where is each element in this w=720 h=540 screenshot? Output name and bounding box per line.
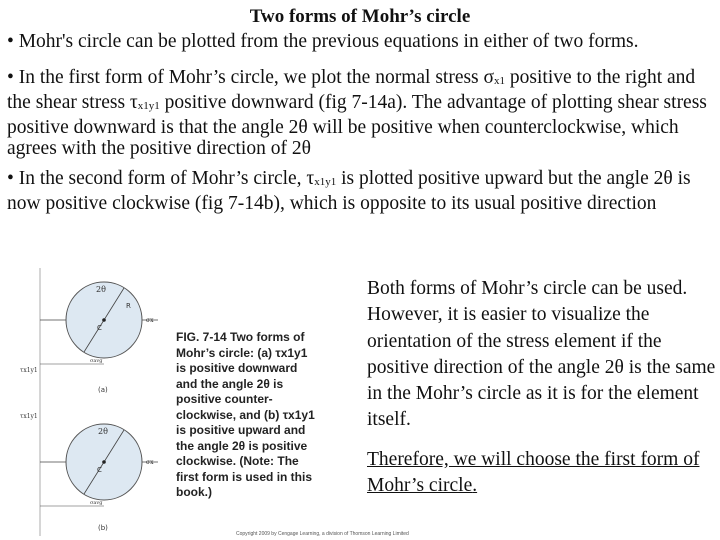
caption-line: positive counter- xyxy=(176,392,273,406)
caption-line: first form is used in this xyxy=(176,469,313,484)
tau-axis-b: τx1y1 xyxy=(20,413,38,420)
slide-title: Two forms of Mohr’s circle xyxy=(249,6,471,27)
caption-line: FIG. 7-14 Two forms of xyxy=(176,330,305,344)
second-form-text-2: is plotted positive upward but the angle 2θ is now positive clockwise (fig 7-14b), which is opposite to its usual positive direction xyxy=(7,168,691,214)
caption-line: clockwise. (Note: The xyxy=(176,454,299,468)
caption-line: the angle 2θ is positive xyxy=(176,438,308,453)
avg-label-b: σavg xyxy=(90,500,103,506)
avg-label-a: σavg xyxy=(90,358,103,364)
caption-line: book.) xyxy=(176,485,212,499)
caption-line: is positive upward and xyxy=(176,423,306,437)
tau-axis-a: τx1y1 xyxy=(20,367,38,374)
center-label-b: C xyxy=(97,466,102,474)
first-form-bullet xyxy=(7,67,713,159)
caption-line: clockwise, and (b) τx1y1 xyxy=(176,407,315,422)
first-form-text-2: positive to the right and the shear stress τ xyxy=(7,67,696,113)
panel-b-label: (b) xyxy=(98,524,108,532)
conclusion-period: . xyxy=(472,475,478,497)
intro-bullet: • Mohr's circle can be plotted from the previous equations in either of two forms. xyxy=(7,31,639,52)
angle-label-b: 2θ xyxy=(98,427,108,436)
tau-subscript: x1y1 xyxy=(314,176,337,188)
figure-credit: Copyright 2009 by Cengage Learning, a division of Thomson Learning Limited xyxy=(236,531,409,537)
panel-a-label: (a) xyxy=(98,386,108,394)
side-note: Both forms of Mohr’s circle can be used. However, it is easier to visualize the orientation of the stress element if the positive direction of the angle 2θ is the same in the Mohr’s circle as it is for the element itself. xyxy=(367,278,716,431)
conclusion-text: Therefore, we will choose the first form of Mohr’s circle xyxy=(367,449,700,497)
second-form-text-1: • In the second form of Mohr’s circle, τ xyxy=(7,168,315,189)
tau-subscript: x1y1 xyxy=(137,100,160,112)
first-form-text-1: • In the first form of Mohr’s circle, we plot the normal stress σ xyxy=(7,67,495,88)
sigma-subscript: x1 xyxy=(494,75,506,87)
sigma-axis-a: σx xyxy=(146,317,154,324)
caption-line: Mohr’s circle: (a) τx1y1 xyxy=(176,345,308,360)
figure-caption xyxy=(176,330,346,501)
center-label-a: C xyxy=(97,324,102,332)
panel-b xyxy=(20,413,158,532)
angle-label-a: 2θ xyxy=(96,285,106,294)
caption-line: and the angle 2θ is xyxy=(176,376,284,391)
caption-line: is positive downward xyxy=(176,361,298,375)
second-form-bullet xyxy=(7,168,713,214)
conclusion xyxy=(367,447,717,500)
point-label-a: R xyxy=(126,302,131,310)
sigma-axis-b: σx xyxy=(146,459,154,466)
panel-a xyxy=(20,282,158,394)
first-form-text-3: positive downward (fig 7-14a). The advantage of plotting shear stress positive downward is that the angle 2θ will be positive when counterclockwise, which agrees with the positive direction of 2θ xyxy=(7,92,707,159)
